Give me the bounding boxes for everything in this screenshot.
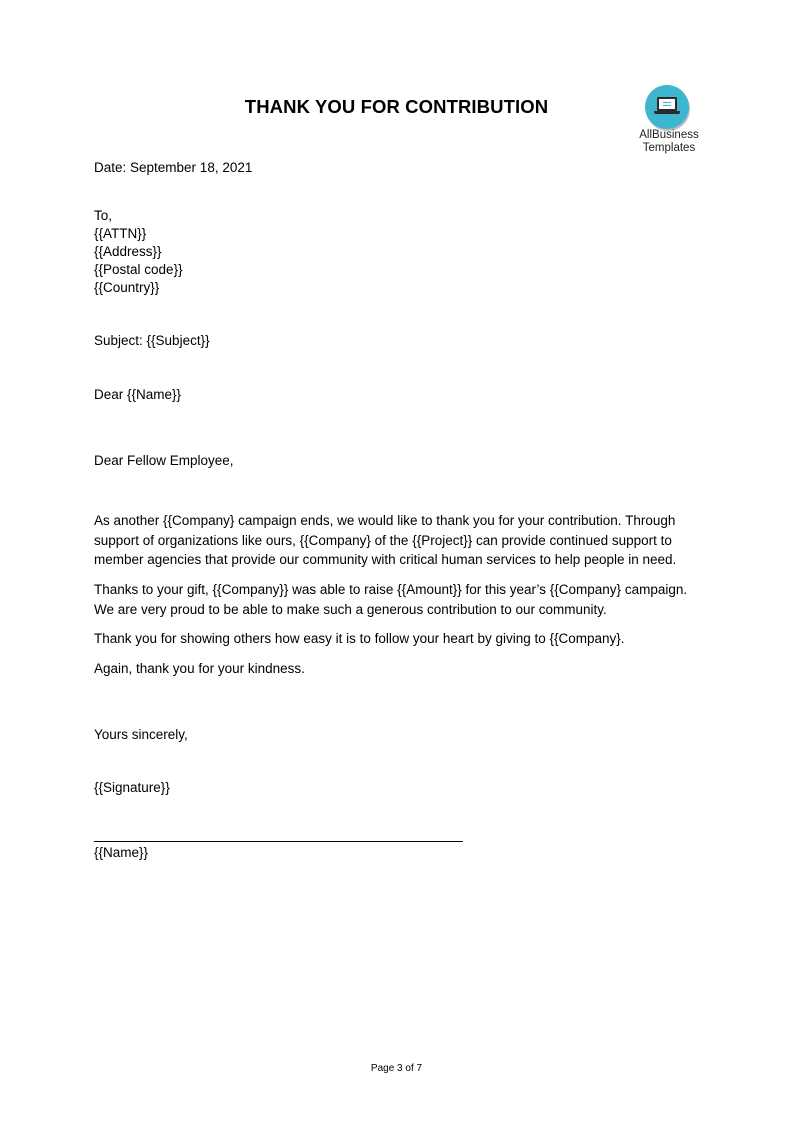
body-paragraph-3: Thank you for showing others how easy it is to follow your heart by giving to {{Company}.: [94, 631, 625, 646]
body-paragraph-1: As another {{Company} campaign ends, we would like to thank you for your contribution. Through support of organizations like ours, {{Company} of the {{Project}} can provide continued support to member agencies that provide our community with critical human services to help people in need.: [94, 513, 677, 567]
company-logo: [628, 84, 710, 158]
body-paragraph-4: Again, thank you for your kindness.: [94, 661, 305, 676]
document-title: THANK YOU FOR CONTRIBUTION: [244, 96, 549, 117]
body-paragraph-2: Thanks to your gift, {{Company}} was able to raise {{Amount}} for this year’s {{Company} campaign. We are very proud to be able to make such a generous contribution to our community.: [94, 582, 688, 617]
address-postal-code: {{Postal code}}: [94, 262, 183, 277]
signer-name: {{Name}}: [94, 845, 149, 860]
address-attn: {{ATTN}}: [94, 226, 147, 241]
page-number: Page 3 of 7: [370, 1063, 423, 1074]
signature-line: [94, 841, 463, 842]
address-street: {{Address}}: [94, 244, 162, 259]
logo-line-1: AllBusiness: [639, 129, 699, 141]
date-line: Date: September 18, 2021: [94, 160, 253, 175]
address-country: {{Country}}: [94, 280, 160, 295]
logo-line-2: Templates: [642, 142, 696, 154]
salutation: Dear {{Name}}: [94, 387, 182, 402]
subject-line: Subject: {{Subject}}: [94, 333, 210, 348]
laptop-icon: [645, 85, 689, 129]
greeting: Dear Fellow Employee,: [94, 453, 234, 468]
closing: Yours sincerely,: [94, 727, 188, 742]
logo-text: [628, 129, 710, 155]
address-to: To,: [94, 208, 113, 223]
signature-placeholder: {{Signature}}: [94, 780, 170, 795]
